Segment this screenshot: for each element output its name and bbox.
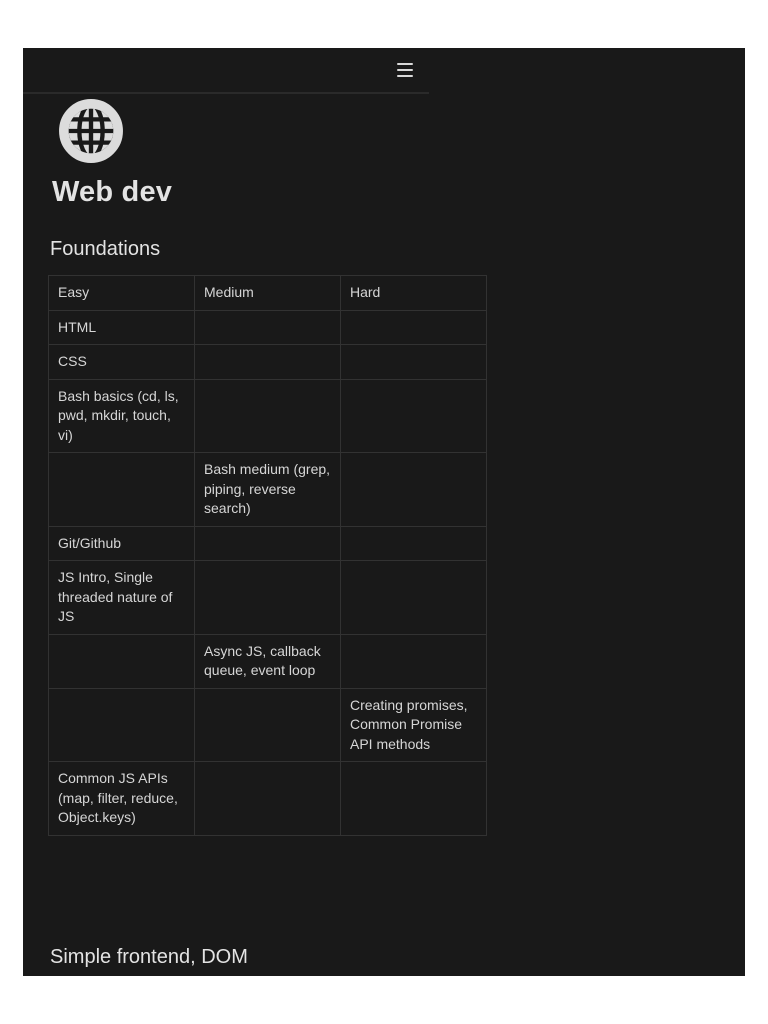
- table-cell[interactable]: [195, 526, 341, 561]
- top-bar: [23, 48, 429, 94]
- table-cell[interactable]: [341, 526, 487, 561]
- table-row: [49, 634, 487, 688]
- table-row: [49, 310, 487, 345]
- notion-page: [23, 48, 745, 976]
- table-cell[interactable]: [49, 453, 195, 527]
- table-cell[interactable]: [195, 561, 341, 635]
- globe-icon: [60, 100, 122, 162]
- foundations-table: [48, 275, 468, 836]
- table-cell[interactable]: JS Intro, Single threaded nature of JS: [49, 561, 195, 635]
- table-cell[interactable]: [341, 345, 487, 380]
- table-row: [49, 453, 487, 527]
- table-row: [49, 762, 487, 836]
- table-cell[interactable]: [195, 345, 341, 380]
- table-cell[interactable]: [341, 453, 487, 527]
- table-cell[interactable]: Creating promises, Common Promise API methods: [341, 688, 487, 762]
- table-cell[interactable]: [341, 762, 487, 836]
- table-cell[interactable]: Hard: [341, 276, 487, 311]
- table-header-row: [49, 276, 487, 311]
- table-row: [49, 379, 487, 453]
- table-cell[interactable]: Bash basics (cd, ls, pwd, mkdir, touch, vi): [49, 379, 195, 453]
- table-cell[interactable]: [195, 310, 341, 345]
- section-heading-foundations: Foundations: [50, 238, 161, 260]
- table-row: [49, 345, 487, 380]
- table-cell[interactable]: Git/Github: [49, 526, 195, 561]
- table-cell[interactable]: [49, 634, 195, 688]
- table-cell[interactable]: [49, 688, 195, 762]
- table-cell[interactable]: Easy: [49, 276, 195, 311]
- table-cell[interactable]: [341, 379, 487, 453]
- hamburger-menu-icon[interactable]: [391, 60, 419, 82]
- table-row: [49, 526, 487, 561]
- table-cell[interactable]: [195, 379, 341, 453]
- table-cell[interactable]: [341, 561, 487, 635]
- table-cell[interactable]: Bash medium (grep, piping, reverse search): [195, 453, 341, 527]
- table-cell[interactable]: Async JS, callback queue, event loop: [195, 634, 341, 688]
- table-cell[interactable]: CSS: [49, 345, 195, 380]
- table-cell[interactable]: [341, 310, 487, 345]
- table-row: [49, 561, 487, 635]
- table-cell[interactable]: HTML: [49, 310, 195, 345]
- section-heading-simple-frontend: Simple frontend, DOM: [50, 946, 248, 968]
- table-cell[interactable]: Medium: [195, 276, 341, 311]
- table-cell[interactable]: Common JS APIs (map, filter, reduce, Object.keys): [49, 762, 195, 836]
- table-cell[interactable]: [195, 762, 341, 836]
- table-row: [49, 688, 487, 762]
- table-cell[interactable]: [195, 688, 341, 762]
- page-title: Web dev: [52, 176, 173, 208]
- table-cell[interactable]: [341, 634, 487, 688]
